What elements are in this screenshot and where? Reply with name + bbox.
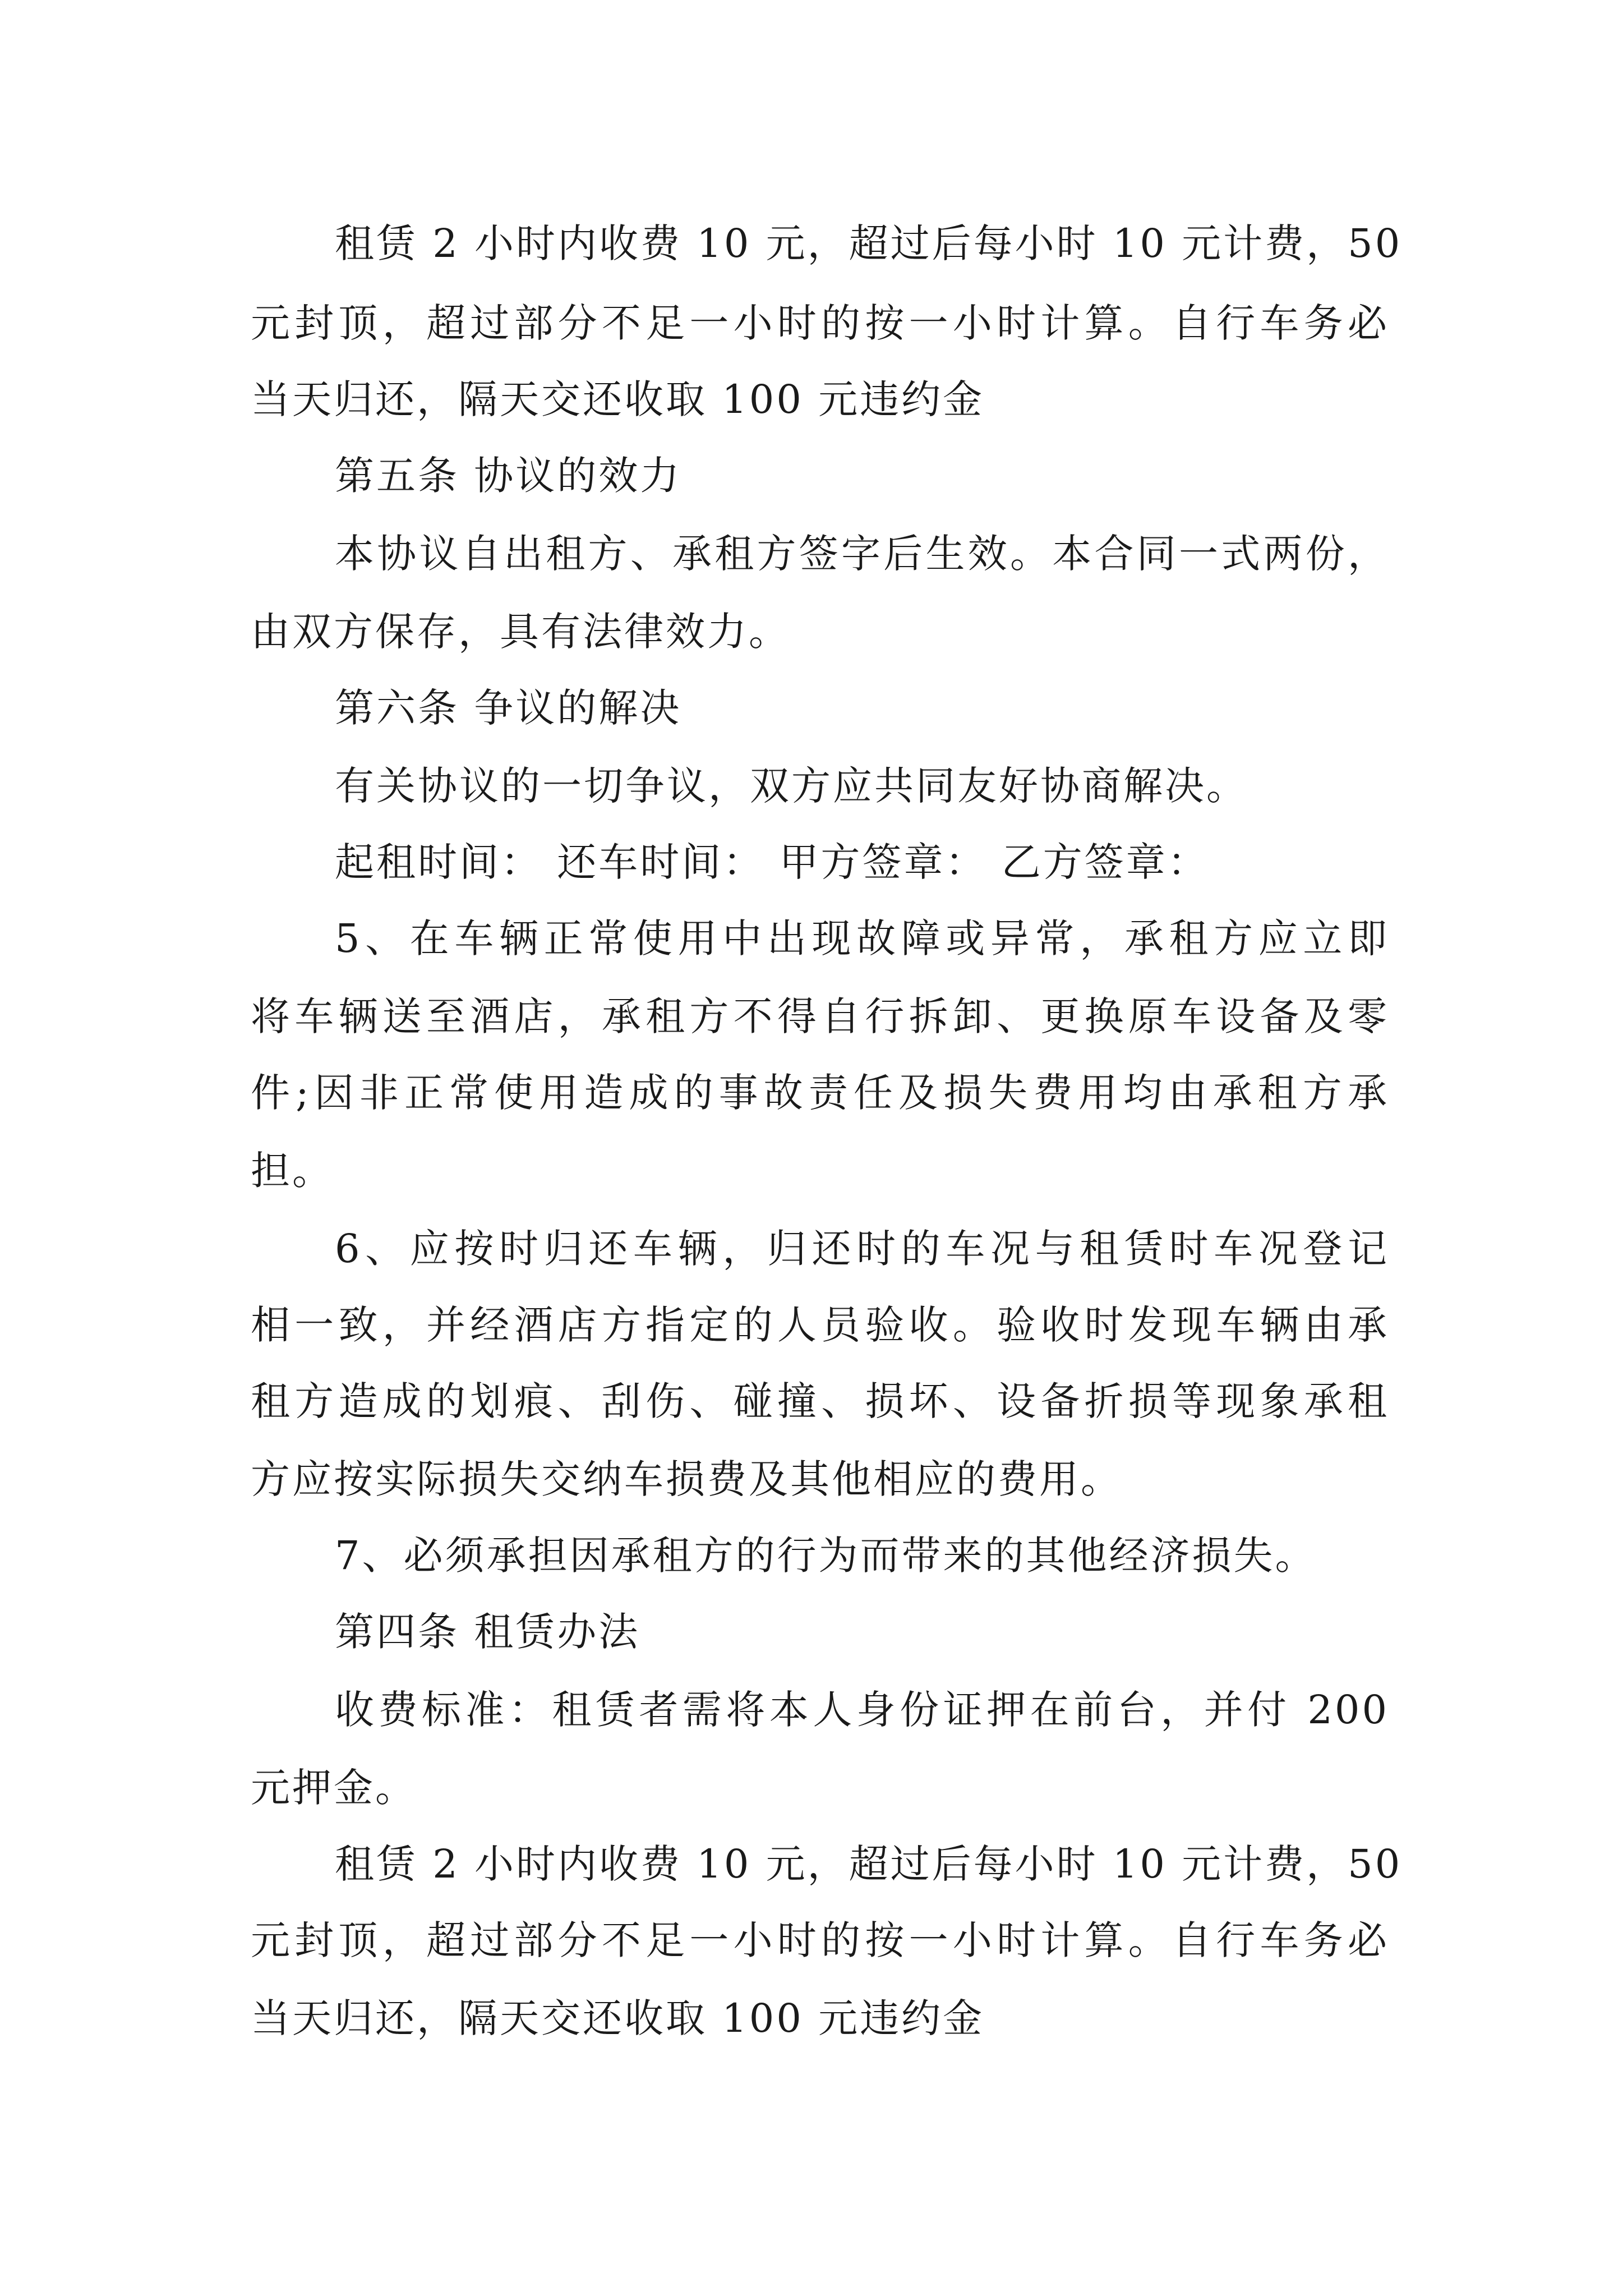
paragraph-line: 担。 [251,1148,334,1194]
paragraph-line: 方应按实际损失交纳车损费及其他相应的费用。 [251,1456,1122,1502]
paragraph-line: 有关协议的一切争议，双方应共同友好协商解决。 [335,763,1248,809]
paragraph-line: 本协议自出租方、承租方签字后生效。本合同一式两份， [335,531,1389,577]
paragraph-line: 6、应按时归还车辆，归还时的车况与租赁时车况登记 [335,1226,1389,1272]
paragraph-line: 元封顶，超过部分不足一小时的按一小时计算。自行车务必 [251,300,1389,346]
paragraph-line: 当天归还，隔天交还收取 100 元违约金 [251,376,985,422]
paragraph-line: 租方造成的划痕、刮伤、碰撞、损坏、设备折损等现象承租 [251,1378,1389,1424]
paragraph-line: 件;因非正常使用造成的事故责任及损失费用均由承租方承 [251,1070,1389,1116]
paragraph-line: 7、必须承担因承租方的行为而带来的其他经济损失。 [335,1533,1317,1579]
section-heading: 第六条 争议的解决 [335,685,682,731]
paragraph-line: 5、在车辆正常使用中出现故障或异常，承租方应立即 [335,915,1389,961]
paragraph-line: 元押金。 [251,1765,417,1811]
paragraph-line: 当天归还，隔天交还收取 100 元违约金 [251,1995,985,2041]
paragraph-line: 租赁 2 小时内收费 10 元，超过后每小时 10 元计费，50 [335,220,1403,266]
section-heading: 第四条 租赁办法 [335,1609,640,1655]
paragraph-line: 相一致，并经酒店方指定的人员验收。验收时发现车辆由承 [251,1302,1389,1348]
paragraph-line: 将车辆送至酒店，承租方不得自行拆卸、更换原车设备及零 [251,993,1389,1039]
paragraph-line: 收费标准：租赁者需将本人身份证押在前台，并付 200 [335,1687,1389,1733]
section-heading: 第五条 协议的效力 [335,453,682,499]
signature-fields-line: 起租时间： 还车时间： 甲方签章： 乙方签章： [335,839,1209,885]
paragraph-line: 租赁 2 小时内收费 10 元，超过后每小时 10 元计费，50 [335,1841,1403,1887]
paragraph-line: 元封顶，超过部分不足一小时的按一小时计算。自行车务必 [251,1917,1389,1963]
paragraph-line: 由双方保存，具有法律效力。 [251,609,790,655]
